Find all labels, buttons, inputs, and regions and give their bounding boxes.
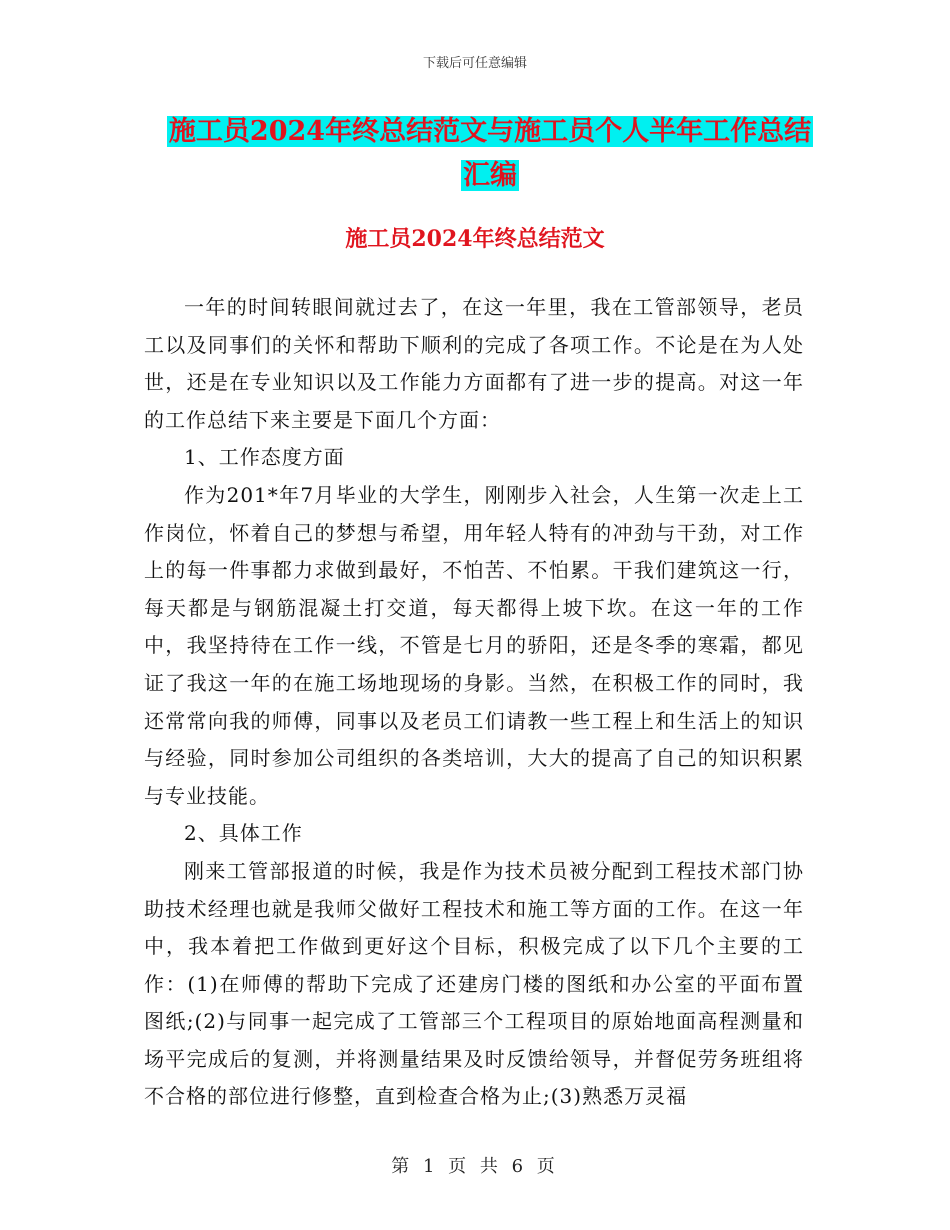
paragraph: 刚来工管部报道的时候，我是作为技术员被分配到工程技术部门协助技术经理也就是我师父做好工程技术和施工等方面的工作。在这一年中，我本着把工作做到更好这个目标，积极完成了以下几个主要的工作：(1)在师傅的帮助下完成了还建房门楼的图纸和办公室的平面布置图纸;(2)与同事一起完成了工管部三个工程项目的原始地面高程测量和场平完成后的复测，并将测量结果及时反馈给领导，并督促劳务班组将不合格的部位进行修整，直到检查合格为止;(3)熟悉万灵福: [144, 858, 804, 1109]
main-title: [140, 110, 840, 198]
page-footer: 第 1 页 共 6 页: [391, 1156, 559, 1177]
body-text: [144, 289, 804, 1116]
header-note: 下载后可任意编辑: [422, 56, 527, 71]
paragraph: 一年的时间转眼间就过去了，在这一年里，我在工管部领导，老员工以及同事们的关怀和帮助下顺利的完成了各项工作。不论是在为人处世，还是在专业知识以及工作能力方面都有了进一步的提高。对这一年的工作总结下来主要是下面几个方面：: [144, 295, 804, 432]
paragraph: 1、工作态度方面: [184, 445, 345, 470]
section-title: 施工员2024年终总结范文: [345, 226, 605, 252]
paragraph: 2、具体工作: [184, 821, 303, 846]
main-title-line1: 施工员2024年终总结范文与施工员个人半年工作总结: [168, 116, 812, 147]
main-title-line2: 汇编: [463, 160, 517, 191]
paragraph: 作为201*年7月毕业的大学生，刚刚步入社会，人生第一次走上工作岗位，怀着自己的梦想与希望，用年轻人特有的冲劲与干劲，对工作上的每一件事都力求做到最好，不怕苦、不怕累。干我们建筑这一行，每天都是与钢筋混凝土打交道，每天都得上坡下坎。在这一年的工作中，我坚持待在工作一线，不管是七月的骄阳，还是冬季的寒霜，都见证了我这一年的在施工场地现场的身影。当然，在积极工作的同时，我还常常向我的师傅，同事以及老员工们请教一些工程上和生活上的知识与经验，同时参加公司组织的各类培训，大大的提高了自己的知识积累与专业技能。: [144, 482, 804, 808]
